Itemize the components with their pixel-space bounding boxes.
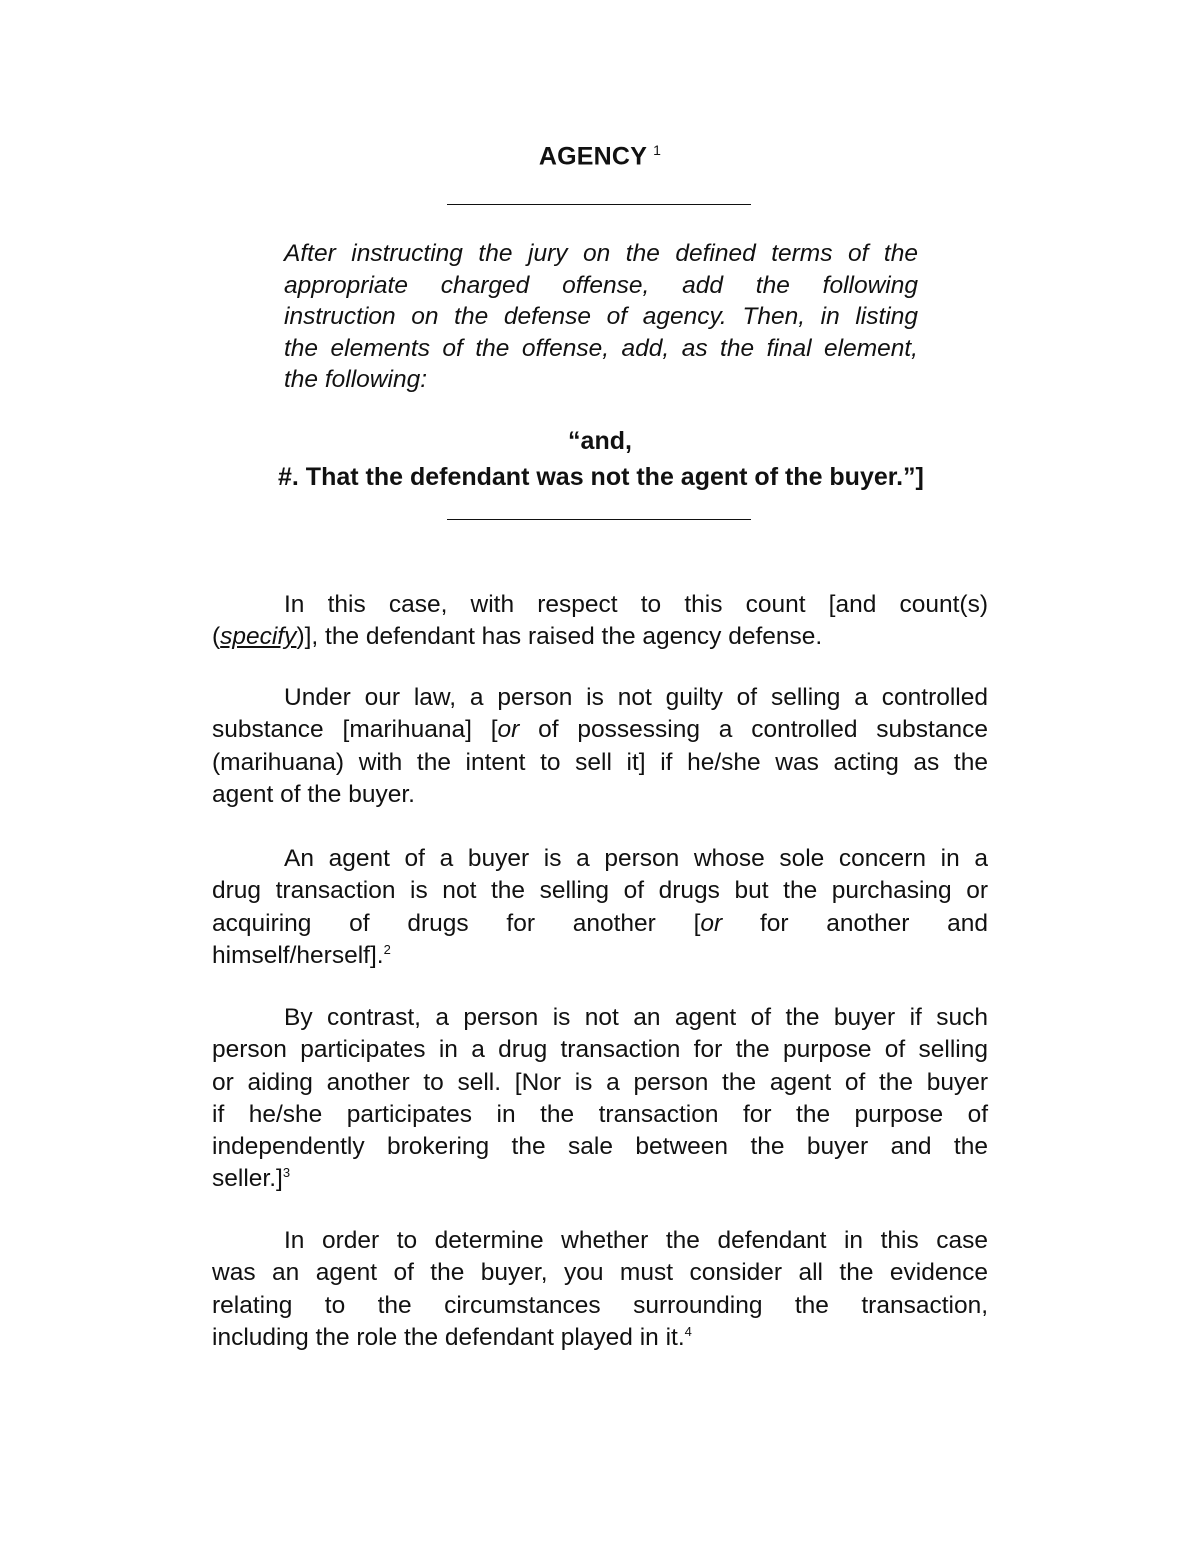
text-fragment: ( — [212, 623, 221, 651]
paragraph-line — [212, 621, 988, 653]
instruction-note-line: appropriate charged offense, add the following — [284, 271, 918, 299]
paragraph-under-our-law — [212, 682, 988, 811]
paragraph-line: Under our law, a person is not guilty of selling a controlled — [284, 684, 988, 711]
text-fragment: for another and — [722, 909, 989, 937]
paragraph-line — [212, 940, 988, 972]
text-fragment: of possessing a controlled substance — [519, 716, 988, 744]
text-fragment: substance [marihuana] [ — [212, 716, 498, 744]
text-fragment: acquiring of drugs for another [ — [212, 909, 701, 937]
instruction-note — [284, 238, 918, 396]
paragraph-line — [212, 714, 988, 746]
paragraph-line: (marihuana) with the intent to sell it] if he/she was acting as the — [212, 748, 988, 776]
instruction-note-line: the following: — [284, 366, 428, 393]
title-text: AGENCY — [538, 142, 648, 171]
paragraph-line: was an agent of the buyer, you must consider all the evidence — [212, 1259, 988, 1287]
paragraph-line: independently brokering the sale between the buyer and the — [212, 1133, 988, 1161]
paragraph-line: In order to determine whether the defendant in this case — [284, 1227, 988, 1254]
footnote-marker: 4 — [684, 1323, 692, 1339]
document-title — [0, 142, 1200, 171]
final-element-text: #. That the defendant was not the agent of the buyer.”] — [278, 463, 924, 491]
footnote-marker: 2 — [383, 941, 391, 957]
paragraph-line: An agent of a buyer is a person whose sole concern in a — [284, 845, 988, 872]
final-element-conjunction: “and, — [568, 427, 632, 455]
title-footnote-marker: 1 — [653, 142, 662, 158]
paragraph-line: By contrast, a person is not an agent of the buyer if such — [284, 1004, 988, 1031]
paragraph-line: if he/she participates in the transaction for the purpose of — [212, 1100, 988, 1128]
paragraph-line — [212, 1322, 988, 1354]
bottom-divider — [447, 519, 751, 520]
instruction-note-line: instruction on the defense of agency. Then, in listing — [284, 303, 918, 330]
specify-placeholder: specify — [220, 623, 297, 651]
paragraph-line: or aiding another to sell. [Nor is a person the agent of the buyer — [212, 1068, 988, 1096]
text-fragment: seller.] — [212, 1165, 283, 1193]
paragraph-line — [212, 1163, 988, 1195]
or-italic: or — [700, 909, 723, 937]
text-fragment: himself/herself]. — [212, 941, 384, 969]
paragraph-line: drug transaction is not the selling of drugs but the purchasing or — [212, 877, 988, 905]
instruction-note-line: After instructing the jury on the defined terms of the — [284, 240, 918, 267]
text-fragment: including the role the defendant played in it. — [212, 1323, 685, 1351]
top-divider — [447, 204, 751, 205]
paragraph-agent-definition — [212, 843, 988, 972]
footnote-marker: 3 — [282, 1165, 291, 1181]
instruction-note-line: the elements of the offense, add, as the final element, — [284, 334, 918, 362]
paragraph-line: agent of the buyer. — [212, 780, 415, 808]
paragraph-line — [212, 908, 988, 940]
paragraph-determine-agent — [212, 1225, 988, 1354]
paragraph-line: person participates in a drug transaction for the purpose of selling — [212, 1036, 988, 1064]
paragraph-line: relating to the circumstances surrounding the transaction, — [212, 1291, 988, 1319]
paragraph-by-contrast — [212, 1002, 988, 1196]
paragraph-agency-defense-raised — [212, 589, 988, 654]
paragraph-line: In this case, with respect to this count [and count(s) — [284, 591, 988, 618]
text-fragment: )], the defendant has raised the agency defense. — [296, 623, 823, 651]
or-italic: or — [497, 716, 520, 744]
